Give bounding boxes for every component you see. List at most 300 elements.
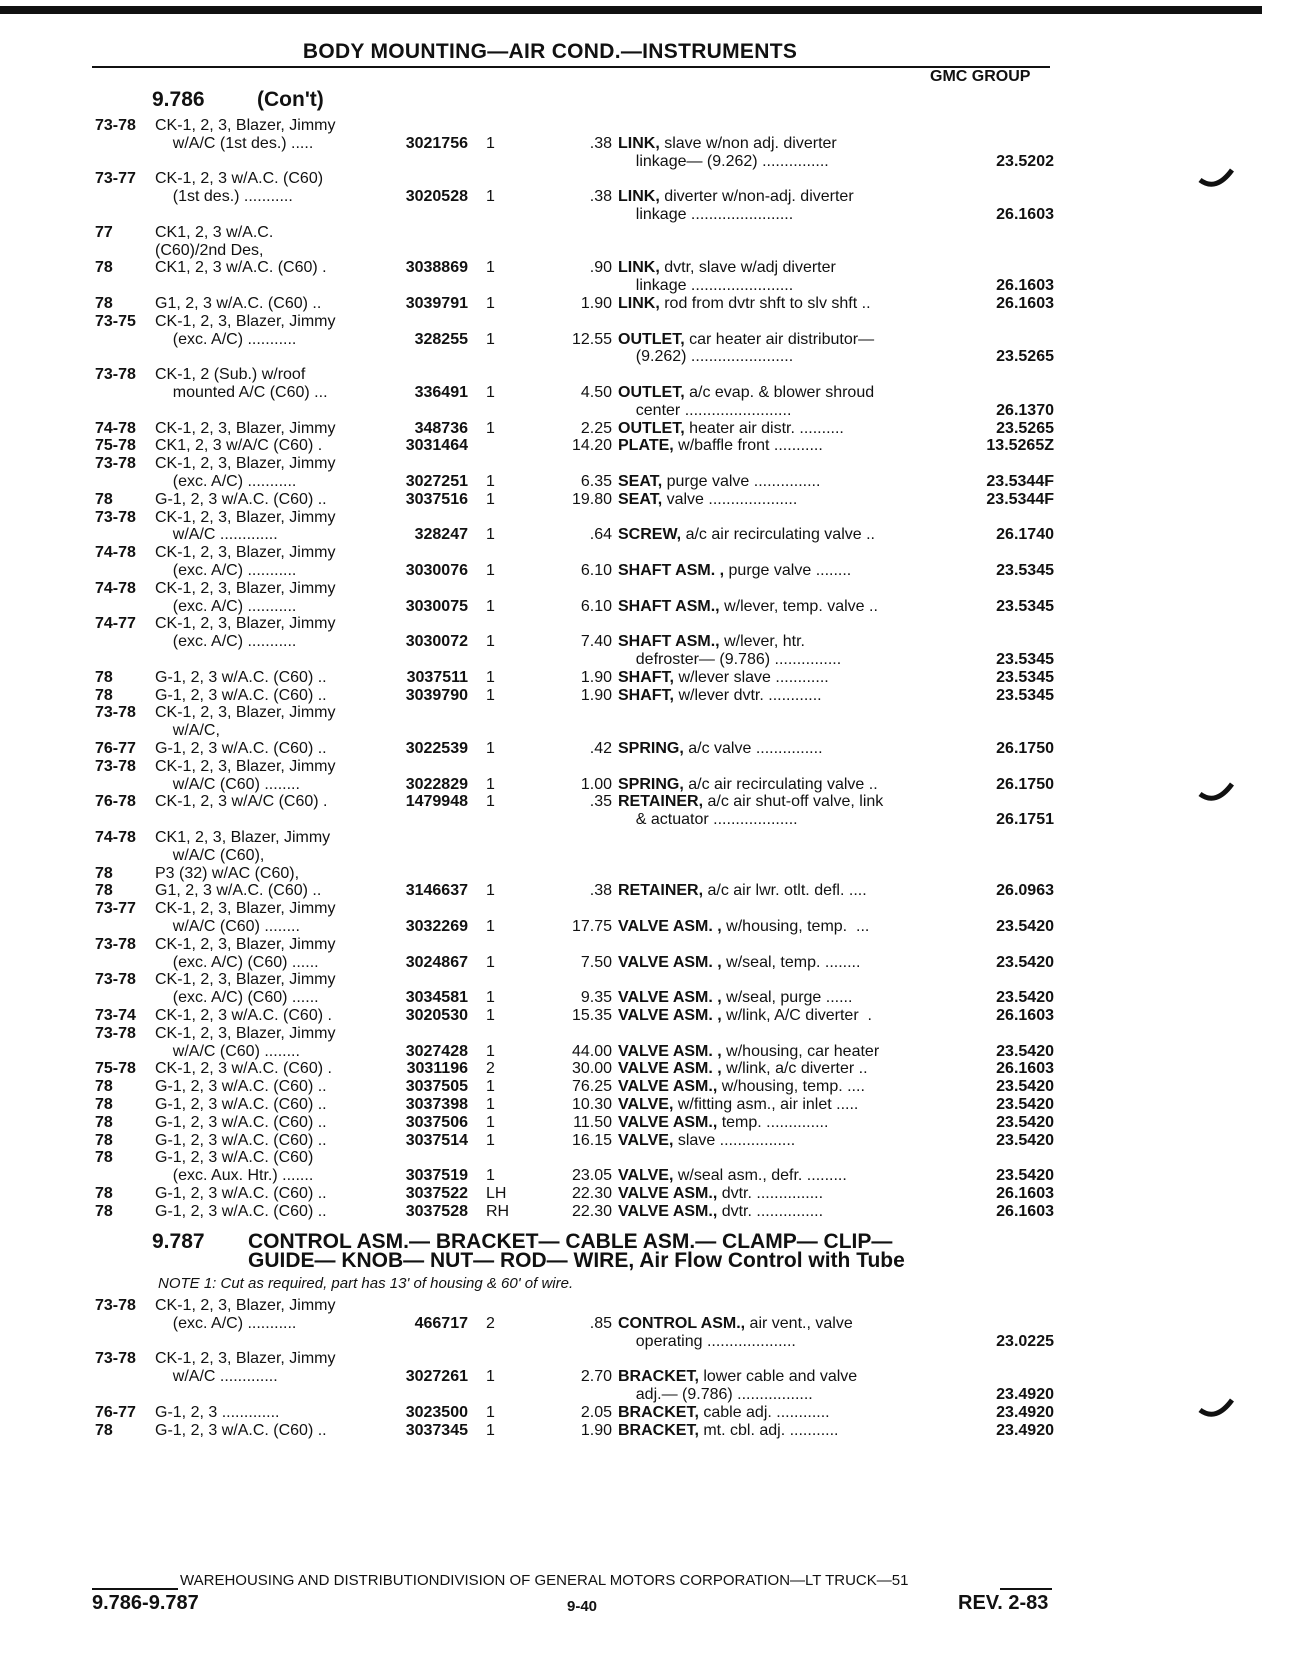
price: 44.00 <box>571 1042 612 1060</box>
part-description <box>618 917 869 936</box>
part-description <box>618 490 797 509</box>
list-item <box>0 347 1150 366</box>
part-detail: w/fitting asm., air inlet ..... <box>673 1096 859 1113</box>
part-number: 3037528 <box>405 1202 468 1220</box>
section-number: 9.786 <box>152 88 205 111</box>
part-number: 3039790 <box>405 686 468 704</box>
part-number: 3031196 <box>406 1060 468 1078</box>
group-number: 23.5345 <box>996 597 1054 615</box>
model-year: 78 <box>95 1096 113 1113</box>
list-item <box>0 899 1150 918</box>
model-year: 73-77 <box>95 170 136 188</box>
price: .35 <box>589 793 612 811</box>
group-number: 23.5420 <box>996 1131 1054 1149</box>
part-number: 3030076 <box>405 562 468 579</box>
list-item <box>0 419 1150 438</box>
list-item <box>0 525 1150 544</box>
list-item <box>0 401 1150 420</box>
group-number: 23.4920 <box>996 1386 1054 1403</box>
part-number: 3037345 <box>405 1421 468 1439</box>
model-applicability: CK1, 2, 3 w/A.C. (C60) . <box>155 259 327 277</box>
part-detail: w/lever dvtr. ............ <box>674 686 822 704</box>
part-detail: heater air distr. .......... <box>684 419 844 437</box>
list-item <box>0 508 1150 527</box>
part-number: 3031464 <box>405 437 468 455</box>
part-name: SHAFT, <box>618 686 674 704</box>
quantity: 1 <box>486 526 495 544</box>
model-applicability: G-1, 2, 3 w/A.C. (C60) .. <box>155 1421 327 1439</box>
model-year: 77 <box>95 223 113 241</box>
part-number: 3021756 <box>405 134 468 152</box>
list-item <box>0 1042 1150 1061</box>
list-item <box>0 223 1150 242</box>
list-item <box>0 953 1150 972</box>
section-note: NOTE 1: Cut as required, part has 13' of housing & 60' of wire. <box>158 1275 574 1292</box>
part-number: 3037516 <box>405 490 468 508</box>
part-name: VALVE ASM. , <box>618 953 722 971</box>
list-item <box>0 1421 1150 1440</box>
list-item <box>0 1059 1150 1078</box>
part-description <box>618 187 854 206</box>
model-year: 78 <box>95 1113 113 1131</box>
section-title-line2: GUIDE— KNOB— NUT— ROD— WIRE, Air Flow Control with Tube <box>248 1249 905 1272</box>
model-applicability: w/A/C (1st des.) ..... <box>155 134 314 152</box>
part-detail: dvtr. ............... <box>717 1202 824 1220</box>
part-name: BRACKET, <box>618 1403 699 1421</box>
part-number: 348736 <box>414 419 468 437</box>
part-name: SPRING, <box>618 775 684 793</box>
quantity: 1 <box>486 953 495 971</box>
part-detail: a/c air shut-off valve, link <box>703 793 884 811</box>
part-detail: a/c evap. & blower shroud <box>684 384 875 401</box>
list-item <box>0 1403 1150 1422</box>
list-item <box>0 757 1150 776</box>
price: 6.10 <box>580 562 612 579</box>
part-number: 3037511 <box>406 668 468 686</box>
part-description <box>618 1332 796 1351</box>
part-name: RETAINER, <box>618 793 704 811</box>
model-year: 74-78 <box>95 544 136 562</box>
model-applicability: CK-1, 2, 3, Blazer, Jimmy <box>155 419 336 437</box>
group-number: 23.5420 <box>996 1167 1054 1185</box>
part-detail: dvtr. ............... <box>717 1185 824 1202</box>
model-year: 76-78 <box>95 793 136 811</box>
quantity: 1 <box>486 188 495 206</box>
model-applicability: G-1, 2, 3 w/A.C. (C60) .. <box>155 490 327 508</box>
part-description <box>618 330 874 349</box>
part-name: OUTLET, <box>618 419 685 437</box>
group-number: 13.5265Z <box>986 437 1054 455</box>
quantity: 1 <box>486 473 495 490</box>
quantity: 1 <box>486 1421 495 1439</box>
quantity: 1 <box>486 1131 495 1149</box>
model-applicability: G-1, 2, 3 ............. <box>155 1403 280 1421</box>
model-year: 74-78 <box>95 419 136 437</box>
part-number: 3024867 <box>405 953 468 971</box>
list-item <box>0 116 1150 135</box>
model-applicability: CK-1, 2, 3, Blazer, Jimmy <box>155 704 336 722</box>
group-number: 23.5344F <box>986 490 1054 508</box>
group-number: 23.5345 <box>996 562 1054 579</box>
group-number: 23.5344F <box>986 473 1054 490</box>
group-number: 26.1603 <box>996 1185 1054 1202</box>
model-applicability: G-1, 2, 3 w/A.C. (C60) .. <box>155 1078 327 1096</box>
quantity: 1 <box>486 686 495 704</box>
price: 7.40 <box>580 633 612 651</box>
footer-rule-left <box>92 1588 178 1590</box>
list-item <box>0 1385 1150 1404</box>
part-number: 3146637 <box>405 882 468 900</box>
part-detail: a/c valve ............... <box>683 740 823 757</box>
model-year: 73-75 <box>95 312 136 330</box>
part-number: 3032269 <box>405 918 468 935</box>
model-year: 78 <box>95 1131 113 1149</box>
part-detail: temp. .............. <box>717 1113 829 1131</box>
part-name: VALVE ASM. , <box>618 1042 722 1060</box>
model-applicability: (1st des.) ........... <box>155 188 293 206</box>
part-description <box>618 525 875 544</box>
price: 23.05 <box>571 1167 612 1185</box>
part-name: VALVE ASM., <box>618 1185 718 1202</box>
quantity: 1 <box>486 1113 495 1131</box>
part-detail: a/c air recirculating valve .. <box>681 526 875 544</box>
model-applicability: CK-1, 2, 3, Blazer, Jimmy <box>155 900 336 918</box>
list-item <box>0 1095 1150 1114</box>
part-name: CONTROL ASM., <box>618 1314 746 1332</box>
price: 1.90 <box>580 668 612 686</box>
part-description <box>618 205 793 224</box>
group-number: 23.5420 <box>996 1042 1054 1060</box>
model-year: 78 <box>95 1202 113 1220</box>
list-item <box>0 864 1150 883</box>
model-applicability: CK-1, 2, 3, Blazer, Jimmy <box>155 615 336 633</box>
part-description <box>618 810 798 829</box>
model-year: 73-74 <box>95 1007 136 1024</box>
price: 10.30 <box>571 1096 612 1113</box>
part-detail: diverter w/non-adj. diverter <box>659 188 854 206</box>
model-applicability: (exc. A/C) ........... <box>155 473 297 490</box>
list-item <box>0 810 1150 829</box>
part-detail: a/c air recirculating valve .. <box>683 775 878 793</box>
model-applicability: CK-1, 2, 3, Blazer, Jimmy <box>155 455 336 473</box>
quantity: 1 <box>486 490 495 508</box>
model-applicability: G-1, 2, 3 w/A.C. (C60) .. <box>155 668 327 686</box>
list-item <box>0 668 1150 687</box>
group-number: 23.5202 <box>996 152 1054 170</box>
part-detail: w/seal, temp. ........ <box>721 953 861 971</box>
part-detail: linkage ....................... <box>618 277 794 295</box>
part-detail: slave w/non adj. diverter <box>659 134 837 152</box>
part-detail: center ........................ <box>618 401 792 419</box>
model-year: 73-78 <box>95 117 136 134</box>
model-year: 78 <box>95 864 113 882</box>
section-title-line1: CONTROL ASM.— BRACKET— CABLE ASM.— CLAMP— CLIP— <box>248 1230 893 1253</box>
part-description <box>618 294 871 313</box>
price: 16.15 <box>571 1131 612 1149</box>
model-applicability: w/A/C (C60), <box>155 846 265 864</box>
model-applicability: w/A/C (C60) ........ <box>155 775 300 793</box>
list-item <box>0 1006 1150 1025</box>
model-applicability: (exc. A/C) ........... <box>155 597 297 615</box>
model-applicability: CK-1, 2, 3, Blazer, Jimmy <box>155 1297 336 1314</box>
part-name: SEAT, <box>618 490 663 508</box>
model-year: 78 <box>95 1185 113 1202</box>
quantity: 1 <box>486 1007 495 1024</box>
list-item <box>0 472 1150 491</box>
part-name: RETAINER, <box>618 882 704 900</box>
model-year: 73-78 <box>95 935 136 953</box>
model-year: 73-77 <box>95 900 136 918</box>
part-detail: a/c air lwr. otlt. defl. .... <box>703 882 867 900</box>
list-item <box>0 365 1150 384</box>
model-applicability: CK-1, 2, 3, Blazer, Jimmy <box>155 757 336 775</box>
price: 2.70 <box>580 1368 612 1386</box>
part-detail: linkage— (9.262) ............... <box>618 152 829 170</box>
part-name: SHAFT, <box>618 668 674 686</box>
price: 9.35 <box>580 989 612 1007</box>
quantity: 1 <box>486 918 495 935</box>
list-item <box>0 169 1150 188</box>
list-item <box>0 988 1150 1007</box>
list-item <box>0 1367 1150 1386</box>
part-detail: w/lever, temp. valve .. <box>719 597 878 615</box>
quantity: 1 <box>486 633 495 651</box>
model-year: 73-78 <box>95 1024 136 1042</box>
group-number: 26.1603 <box>996 277 1054 295</box>
list-item <box>0 632 1150 651</box>
list-item <box>0 294 1150 313</box>
list-item <box>0 650 1150 669</box>
part-name: BRACKET, <box>618 1421 699 1439</box>
model-applicability: G-1, 2, 3 w/A.C. (C60) .. <box>155 740 327 757</box>
list-item <box>0 1131 1150 1150</box>
list-item <box>0 917 1150 936</box>
part-name: LINK, <box>618 295 660 312</box>
quantity: 1 <box>486 295 495 312</box>
group-number: 26.1751 <box>996 811 1054 829</box>
page-title: BODY MOUNTING—AIR COND.—INSTRUMENTS <box>302 40 798 63</box>
model-applicability: CK-1, 2, 3, Blazer, Jimmy <box>155 508 336 526</box>
part-detail: w/housing, temp. ... <box>721 918 870 935</box>
model-applicability: G-1, 2, 3 w/A.C. (C60) .. <box>155 1113 327 1131</box>
footer-revision: REV. 2-83 <box>958 1592 1049 1614</box>
model-applicability: CK-1, 2, 3 w/A.C. (C60) <box>155 170 324 188</box>
price: 2.05 <box>580 1403 612 1421</box>
price: 7.50 <box>580 953 612 971</box>
list-item <box>0 1184 1150 1203</box>
model-applicability: G-1, 2, 3 w/A.C. (C60) .. <box>155 686 327 704</box>
group-number: 26.1603 <box>996 206 1054 223</box>
model-applicability: CK1, 2, 3 w/A.C. <box>155 223 274 241</box>
group-number: 26.1750 <box>996 775 1054 793</box>
list-item <box>0 383 1150 402</box>
part-name: SHAFT ASM., <box>618 597 720 615</box>
part-detail: w/housing, temp. .... <box>717 1078 865 1096</box>
group-number: 23.5345 <box>996 668 1054 686</box>
list-item <box>0 276 1150 295</box>
part-description <box>618 1403 830 1422</box>
price: 17.75 <box>571 918 612 935</box>
part-description <box>618 739 823 758</box>
group-number: 23.4920 <box>996 1421 1054 1439</box>
price: .64 <box>589 526 612 544</box>
list-item <box>0 543 1150 562</box>
model-applicability: CK-1, 2 (Sub.) w/roof <box>155 366 306 384</box>
footer-page-number: 9-40 <box>567 1598 598 1615</box>
model-year: 76-77 <box>95 1403 136 1421</box>
part-description <box>618 1421 838 1440</box>
part-description <box>618 775 878 794</box>
model-applicability: G1, 2, 3 w/A.C. (C60) .. <box>155 295 322 312</box>
part-description <box>618 881 867 900</box>
price: 6.10 <box>580 597 612 615</box>
model-year: 74-78 <box>95 579 136 597</box>
quantity: 1 <box>486 882 495 900</box>
model-applicability: CK1, 2, 3 w/A/C (C60) . <box>155 437 323 455</box>
quantity: 1 <box>486 668 495 686</box>
list-item <box>0 436 1150 455</box>
part-description <box>618 561 851 580</box>
part-description <box>618 276 793 295</box>
part-name: PLATE, <box>618 437 674 455</box>
model-applicability: G-1, 2, 3 w/A.C. (C60) .. <box>155 1096 327 1113</box>
list-item <box>0 846 1150 865</box>
list-item <box>0 828 1150 847</box>
part-description <box>618 436 823 455</box>
list-item <box>0 490 1150 509</box>
model-applicability: CK-1, 2, 3, Blazer, Jimmy <box>155 971 336 989</box>
part-description <box>618 1042 879 1061</box>
price: .38 <box>589 188 612 206</box>
part-number: 3037514 <box>405 1131 468 1149</box>
model-year: 73-78 <box>95 1350 136 1368</box>
quantity: 2 <box>486 1060 495 1078</box>
model-year: 78 <box>95 1421 113 1439</box>
model-applicability: CK-1, 2, 3, Blazer, Jimmy <box>155 1024 336 1042</box>
quantity: 1 <box>486 259 495 277</box>
group-number: 23.0225 <box>996 1332 1054 1350</box>
list-item <box>0 970 1150 989</box>
price: .42 <box>589 740 612 757</box>
quantity: 1 <box>486 1096 495 1113</box>
section-number: 9.787 <box>152 1230 205 1253</box>
model-applicability: CK-1, 2, 3, Blazer, Jimmy <box>155 117 336 134</box>
part-description <box>618 792 883 811</box>
part-description <box>618 1113 828 1132</box>
price: .90 <box>589 259 612 277</box>
model-applicability: CK-1, 2, 3 w/A/C (C60) . <box>155 793 328 811</box>
price: 22.30 <box>571 1202 612 1220</box>
part-detail: w/lever, htr. <box>719 633 805 651</box>
model-applicability: w/A/C ............. <box>155 526 278 544</box>
part-detail: (9.262) ....................... <box>618 348 794 366</box>
model-applicability: G-1, 2, 3 w/A.C. (C60) .. <box>155 1185 327 1202</box>
group-number: 26.1603 <box>996 295 1054 312</box>
part-description <box>618 650 841 669</box>
part-number: 3039791 <box>405 295 468 312</box>
model-year: 73-78 <box>95 971 136 989</box>
group-number: 23.4920 <box>996 1403 1054 1421</box>
model-applicability: (exc. A/C) ........... <box>155 562 297 579</box>
part-number: 3038869 <box>405 259 468 277</box>
model-year: 74-77 <box>95 615 136 633</box>
list-item <box>0 454 1150 473</box>
part-description <box>618 686 822 705</box>
part-description <box>618 1314 853 1333</box>
part-name: VALVE ASM., <box>618 1113 718 1131</box>
part-detail: w/lever slave ............ <box>674 668 829 686</box>
price: 1.00 <box>580 775 612 793</box>
part-name: SPRING, <box>618 740 684 757</box>
quantity: 1 <box>486 562 495 579</box>
part-detail: & actuator ................... <box>618 811 798 829</box>
model-applicability: w/A/C (C60) ........ <box>155 918 300 935</box>
part-number: 3037505 <box>405 1078 468 1096</box>
part-name: VALVE ASM., <box>618 1078 718 1096</box>
part-name: SHAFT ASM. , <box>618 562 725 579</box>
footer-section-range: 9.786-9.787 <box>92 1592 199 1614</box>
part-description <box>618 597 878 616</box>
part-description <box>618 419 844 438</box>
model-year: 73-78 <box>95 704 136 722</box>
list-item <box>0 614 1150 633</box>
part-description <box>618 347 793 366</box>
part-description <box>618 1184 823 1203</box>
model-year: 73-78 <box>95 366 136 384</box>
price: 14.20 <box>571 437 612 455</box>
group-number: 23.5420 <box>996 989 1054 1007</box>
part-number: 3030072 <box>405 633 468 651</box>
price: .85 <box>589 1314 612 1332</box>
part-number: 3034581 <box>405 989 468 1007</box>
list-item <box>0 1148 1150 1167</box>
part-description <box>618 1077 865 1096</box>
part-detail: cable adj. ............ <box>698 1403 830 1421</box>
part-detail: slave ................. <box>673 1131 796 1149</box>
group-number: 26.1603 <box>996 1060 1054 1078</box>
model-applicability: G-1, 2, 3 w/A.C. (C60) .. <box>155 1131 327 1149</box>
model-applicability: G1, 2, 3 w/A.C. (C60) .. <box>155 882 322 900</box>
part-detail: rod from dvtr shft to slv shft .. <box>659 295 871 312</box>
part-description <box>618 1131 795 1150</box>
list-item <box>0 241 1150 260</box>
quantity: 1 <box>486 989 495 1007</box>
model-year: 76-77 <box>95 740 136 757</box>
part-number: 3037519 <box>405 1167 468 1185</box>
part-detail: defroster— (9.786) ............... <box>618 651 842 668</box>
part-name: LINK, <box>618 134 660 152</box>
quantity: 1 <box>486 330 495 348</box>
list-item <box>0 686 1150 705</box>
list-item <box>0 1024 1150 1043</box>
model-applicability: P3 (32) w/AC (C60), <box>155 864 300 882</box>
quantity: 1 <box>486 740 495 757</box>
model-year: 78 <box>95 668 113 686</box>
group-number: 23.5420 <box>996 1113 1054 1131</box>
part-name: VALVE, <box>618 1167 674 1185</box>
model-year: 73-78 <box>95 757 136 775</box>
price: 4.50 <box>580 384 612 401</box>
model-year: 73-78 <box>95 455 136 473</box>
part-detail: w/seal, purge ...... <box>721 989 853 1007</box>
quantity: 1 <box>486 1403 495 1421</box>
model-year: 75-78 <box>95 437 136 455</box>
group-label: GMC GROUP <box>930 68 1031 85</box>
group-number: 26.1603 <box>996 1202 1054 1220</box>
part-number: 3027251 <box>405 473 468 490</box>
list-item <box>0 775 1150 794</box>
quantity: 1 <box>486 419 495 437</box>
